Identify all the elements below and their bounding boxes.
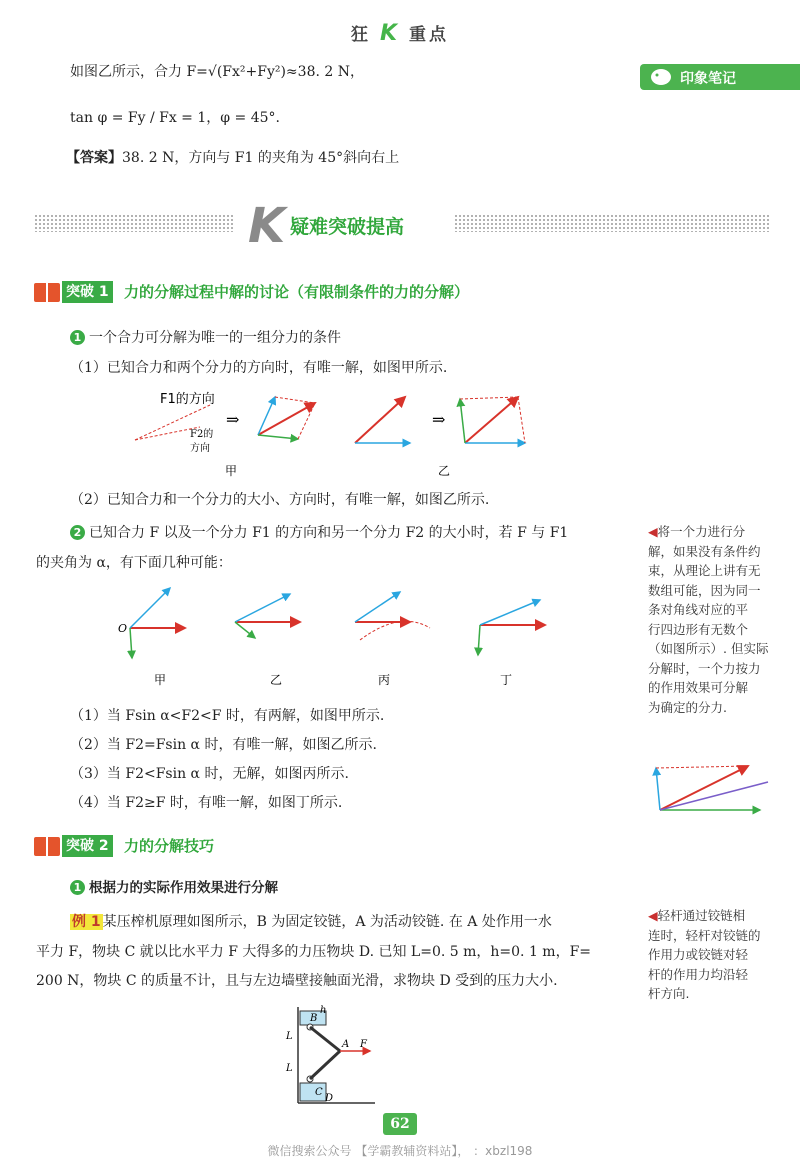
section-title: 疑难突破提高	[290, 216, 405, 238]
case-ding	[478, 600, 545, 687]
f1-direction-label: F1的方向	[160, 392, 215, 407]
case-caption-1: 甲	[154, 673, 167, 687]
case-line-1: （1）当 Fsin α<F2<F 时，有两解，如图甲所示.	[70, 708, 385, 724]
page-header	[0, 20, 800, 46]
svg-text:O: O	[118, 622, 128, 635]
point2-line1-text: 已知合力 F 以及一个分力 F1 的方向和另一个分力 F2 的大小时，若 F 与 F1	[89, 525, 569, 541]
break2-subtitle-text: 根据力的实际作用效果进行分解	[89, 880, 278, 896]
arrow-glyph-1: ⇒	[226, 410, 240, 429]
answer-text: 38. 2 N，方向与 F1 的夹角为 45°斜向右上	[122, 150, 400, 166]
point2-line1	[70, 523, 568, 543]
svg-text:B: B	[310, 1013, 318, 1024]
elephant-icon	[648, 67, 674, 87]
number-badge: 1	[70, 330, 85, 345]
svg-text:L: L	[286, 1031, 293, 1042]
case-caption-3: 丙	[378, 673, 391, 687]
point2-line2: 的夹角为 α，有下面几种可能：	[36, 555, 232, 571]
resultant-force-arrow-b	[355, 397, 405, 443]
unique-decomposition-figure	[120, 385, 560, 485]
example-line-2: 平力 F，物块 C 就以比水平力 F 大得多的力压物块 D. 已知 L=0. 5 m，h=0. 1 m，F=	[36, 944, 592, 960]
svg-text:F: F	[360, 1039, 367, 1050]
case-line-4: （4）当 F2≥F 时，有唯一解，如图丁所示.	[70, 795, 343, 811]
figure-caption-yi: 乙	[438, 464, 451, 478]
case-line-3: （3）当 F2<Fsin α 时，无解，如图丙所示.	[70, 766, 349, 782]
section-k-logo: K	[248, 198, 286, 254]
example-line-1-text: 某压榨机原理如图所示，B 为固定铰链，A 为活动铰链. 在 A 处作用一水	[102, 914, 552, 930]
f2-arrow	[258, 435, 298, 439]
sidenote-2: ◀轻杆通过铰链相 连时，轻杆对铰链的 作用力或铰链对轻 杆的作用力均沿轻 杆方向.	[648, 908, 761, 1001]
book-icon	[34, 283, 60, 302]
number-badge-3: 1	[70, 880, 85, 895]
yinxiang-badge	[640, 64, 800, 90]
case-caption-4: 丁	[500, 673, 513, 687]
break1-tag: 突破 1	[62, 281, 113, 303]
break1-header	[34, 280, 634, 304]
header-k-logo: K	[379, 21, 401, 46]
break2-header	[34, 834, 434, 858]
sidenote-1: ◀将一个力进行分 解，如果没有条件约 束，从理论上讲有无 数组可能，因为同一 条对角线对应的平 行四边形有无数个 （如图所示）. 但实际 分解时，一个力按力 的作用效果可分解 为确定的分力.	[648, 524, 769, 715]
break2-subtitle	[70, 878, 278, 898]
book-icon-2	[34, 837, 60, 856]
svg-text:D: D	[325, 1093, 334, 1104]
break2-title: 力的分解技巧	[124, 837, 215, 855]
case-yi	[235, 594, 300, 687]
page-number: 62	[383, 1113, 417, 1135]
example-tag: 例 1	[72, 914, 101, 930]
break2-tag: 突破 2	[62, 835, 113, 857]
number-badge-2: 2	[70, 525, 85, 540]
point1-case2: （2）已知合力和一个分力的大小、方向时，有唯一解，如图乙所示.	[70, 492, 490, 508]
svg-text:L: L	[286, 1063, 293, 1074]
example-line-3: 200 N，物块 C 的质量不计，且与左边墙壁接触面光滑，求物块 D 受到的压力大小.	[36, 973, 558, 989]
press-machine-figure	[270, 1003, 380, 1108]
case-bing	[355, 592, 430, 687]
four-cases-figure	[110, 580, 570, 690]
formula-line-2: tan φ = Fy / Fx = 1，φ = 45°.	[70, 110, 280, 126]
sidenote-1-figure	[648, 760, 778, 822]
point1-title	[70, 328, 341, 348]
break1-title: 力的分解过程中解的讨论（有限制条件的力的分解）	[124, 283, 470, 301]
resultant-force-arrow-c	[465, 397, 518, 443]
badge-label: 印象笔记	[680, 71, 736, 87]
case-caption-2: 乙	[270, 673, 283, 687]
example-line-1	[70, 912, 552, 932]
resultant-force-arrow	[258, 403, 315, 435]
footer-watermark: 微信搜索公众号 【学霸教辅资料站】， ：xbzl198	[267, 1144, 533, 1158]
f2-arrow-c	[460, 399, 465, 443]
arrow-glyph-2: ⇒	[432, 410, 446, 429]
formula-line-1: 如图乙所示，合力 F=√(Fx²+Fy²)≈38. 2 N，	[70, 64, 364, 80]
case-line-2: （2）当 F2=Fsin α 时，有唯一解，如图乙所示.	[70, 737, 377, 753]
header-text-1: 狂	[351, 25, 372, 45]
svg-text:A: A	[342, 1039, 350, 1050]
point1-case1: （1）已知合力和两个分力的方向时，有唯一解，如图甲所示.	[70, 360, 448, 376]
svg-text:C: C	[315, 1087, 323, 1098]
f2-direction-label-2: 方向	[190, 443, 210, 454]
f2-direction-label-1: F2的	[190, 429, 214, 440]
header-text-2: 重点	[408, 25, 449, 45]
point1-title-text: 一个合力可分解为唯一的一组分力的条件	[89, 330, 341, 346]
svg-text:h: h	[320, 1005, 327, 1016]
answer-line	[66, 148, 399, 168]
answer-tag: 【答案】	[66, 150, 122, 166]
case-jia	[118, 588, 185, 687]
figure-caption-jia: 甲	[225, 464, 238, 478]
